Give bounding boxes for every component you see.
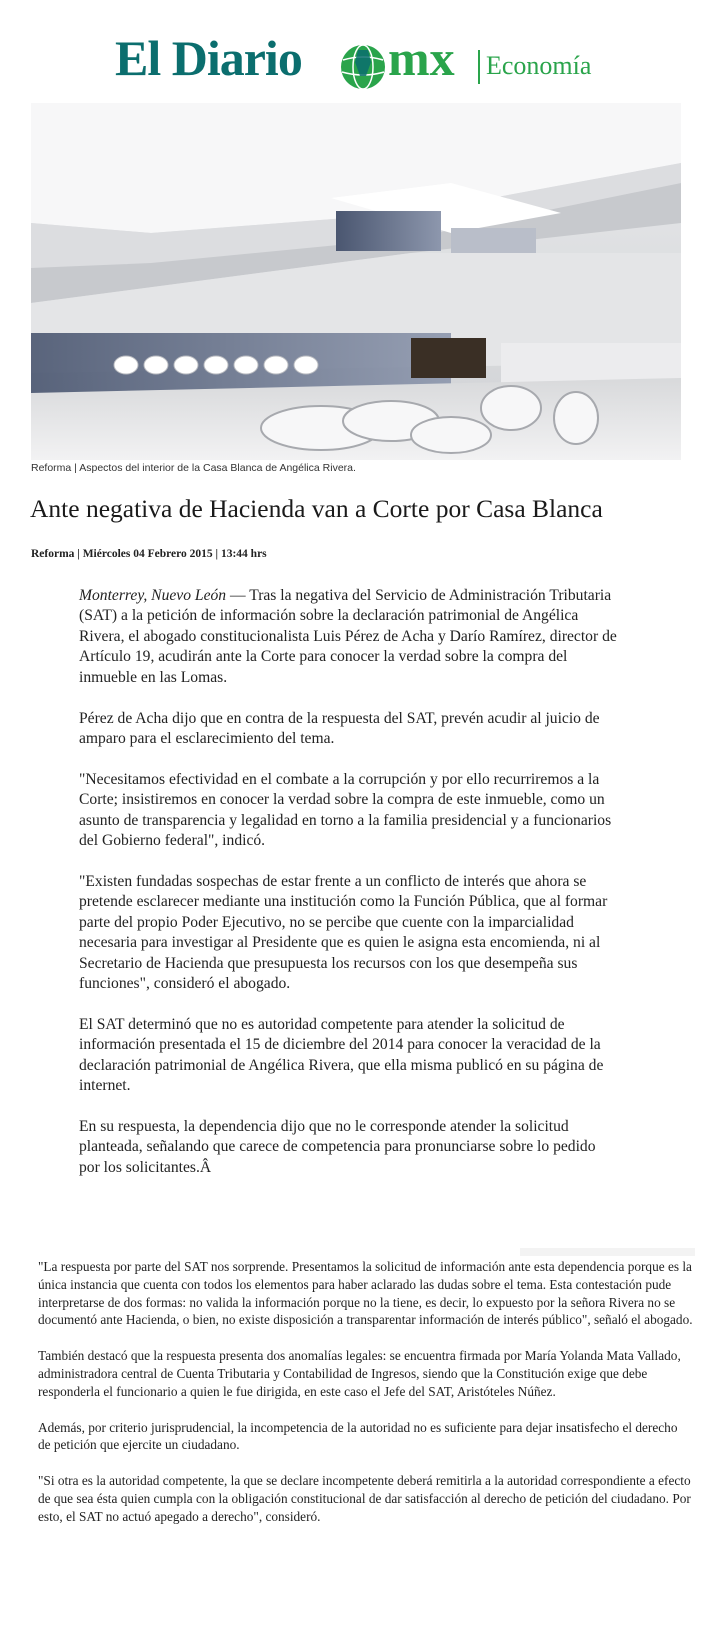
article-paragraph: Pérez de Acha dijo que en contra de la respuesta del SAT, prevén acudir al juicio de amparo para el esclarecimiento del tema. [79, 709, 600, 747]
caption-separator: | [71, 462, 80, 474]
article-paragraph: El SAT determinó que no es autoridad competente para atender la solicitud de información presentada el 15 de diciembre del 2014 para conocer la veracidad de la declaración patrimonial de Angélica Rivera, que ella misma publicó en su página de internet. [79, 1015, 604, 1095]
article-paragraph: "Existen fundadas sospechas de estar frente a un conflicto de interés que ahora se pretende esclarecer mediante una institución como la Función Pública, que al formar parte del propio Poder Ejecutivo, no se percibe que cuente con la imparcialidad necesaria para investigar al Presidente que es quien le asigna esta encomienda, ni al Secretario de Hacienda que presupuesta los recursos con los que desempeña sus funciones", consideró el abogado. [79, 872, 608, 992]
logo-divider [478, 50, 480, 84]
logo-brand-right[interactable]: mx [388, 30, 455, 86]
article-paragraph: En su respuesta, la dependencia dijo que no le corresponde atender la solicitud planteada, señalando que carece de competencia para pronunciarse sobre lo pedido por los solicitantes.Â [79, 1118, 596, 1176]
lead-text: — Tras la negativa del Servicio de Administración Tributaria (SAT) a la petición de información sobre la declaración patrimonial de Angélica Rivera, el abogado constitucionalista Luis Pérez de Acha y Darío Ramírez, director de Artículo 19, acudirán ante la Corte para conocer la verdad sobre la compra del inmueble en las Lomas. [79, 587, 617, 686]
article-paragraph-small: También destacó que la respuesta presenta dos anomalías legales: se encuentra firmada por María Yolanda Mata Vallado, administradora central de Cuenta Tributaria y Contabilidad de Ingresos, siendo que la Constitución exige que debe responderla el funcionario a quien le fue dirigida, en este caso el Jefe del SAT, Aristóteles Núñez. [38, 1348, 681, 1399]
article-byline: Reforma | Miércoles 04 Febrero 2015 | 13:44 hrs [31, 548, 267, 560]
globe-logo-icon [338, 42, 388, 92]
article-paragraph: "Necesitamos efectividad en el combate a la corrupción y por ello recurriremos a la Corte; insistiremos en conocer la verdad sobre la compra de este inmueble, como un asunto de transparencia y legalidad en torno a la familia presidencial y a funcionarios del Gobierno federal", indicó. [79, 770, 612, 850]
article-body [79, 586, 619, 1199]
article-paragraph-small: "La respuesta por parte del SAT nos sorprende. Presentamos la solicitud de información ante esta dependencia porque es la única instancia que cuenta con todos los elementos para haber aclarado las dudas sobre el tema. Esta contestación pude interpretarse de dos formas: no valida la información porque no la tiene, es decir, lo expuesto por la señora Rivera no se documentó ante Hacienda, o bien, no existe disposición a transparentar información de interés público", señaló el abogado. [38, 1259, 693, 1328]
masthead [0, 22, 715, 92]
hero-image [31, 103, 681, 460]
interior-photo-illustration [31, 103, 681, 460]
article-paragraph-small: "Si otra es la autoridad competente, la que se declare incompetente deberá remitirla a la autoridad correspondiente a efecto de que sea ésta quien cumpla con la obligación constitucional de dar satisfacción al derecho de petición del ciudadano. Por esto, el SAT no actuó apegado a derecho", consideró. [38, 1473, 691, 1524]
image-caption [31, 462, 681, 474]
divider-strip [520, 1248, 695, 1256]
section-title[interactable]: Economía [486, 51, 592, 80]
caption-text: Aspectos del interior de la Casa Blanca de Angélica Rivera. [79, 462, 356, 474]
logo-brand-left[interactable]: El Diario [115, 30, 302, 86]
caption-source: Reforma [31, 462, 72, 474]
lead-paragraph [79, 586, 619, 688]
article-headline: Ante negativa de Hacienda van a Corte por Casa Blanca [30, 494, 603, 523]
article-body-continued [38, 1258, 693, 1544]
dateline-location: Monterrey, Nuevo León [79, 587, 227, 604]
article-paragraph-small: Además, por criterio jurisprudencial, la incompetencia de la autoridad no es suficiente para dejar insatisfecho el derecho de petición que ejercite un ciudadano. [38, 1419, 678, 1453]
